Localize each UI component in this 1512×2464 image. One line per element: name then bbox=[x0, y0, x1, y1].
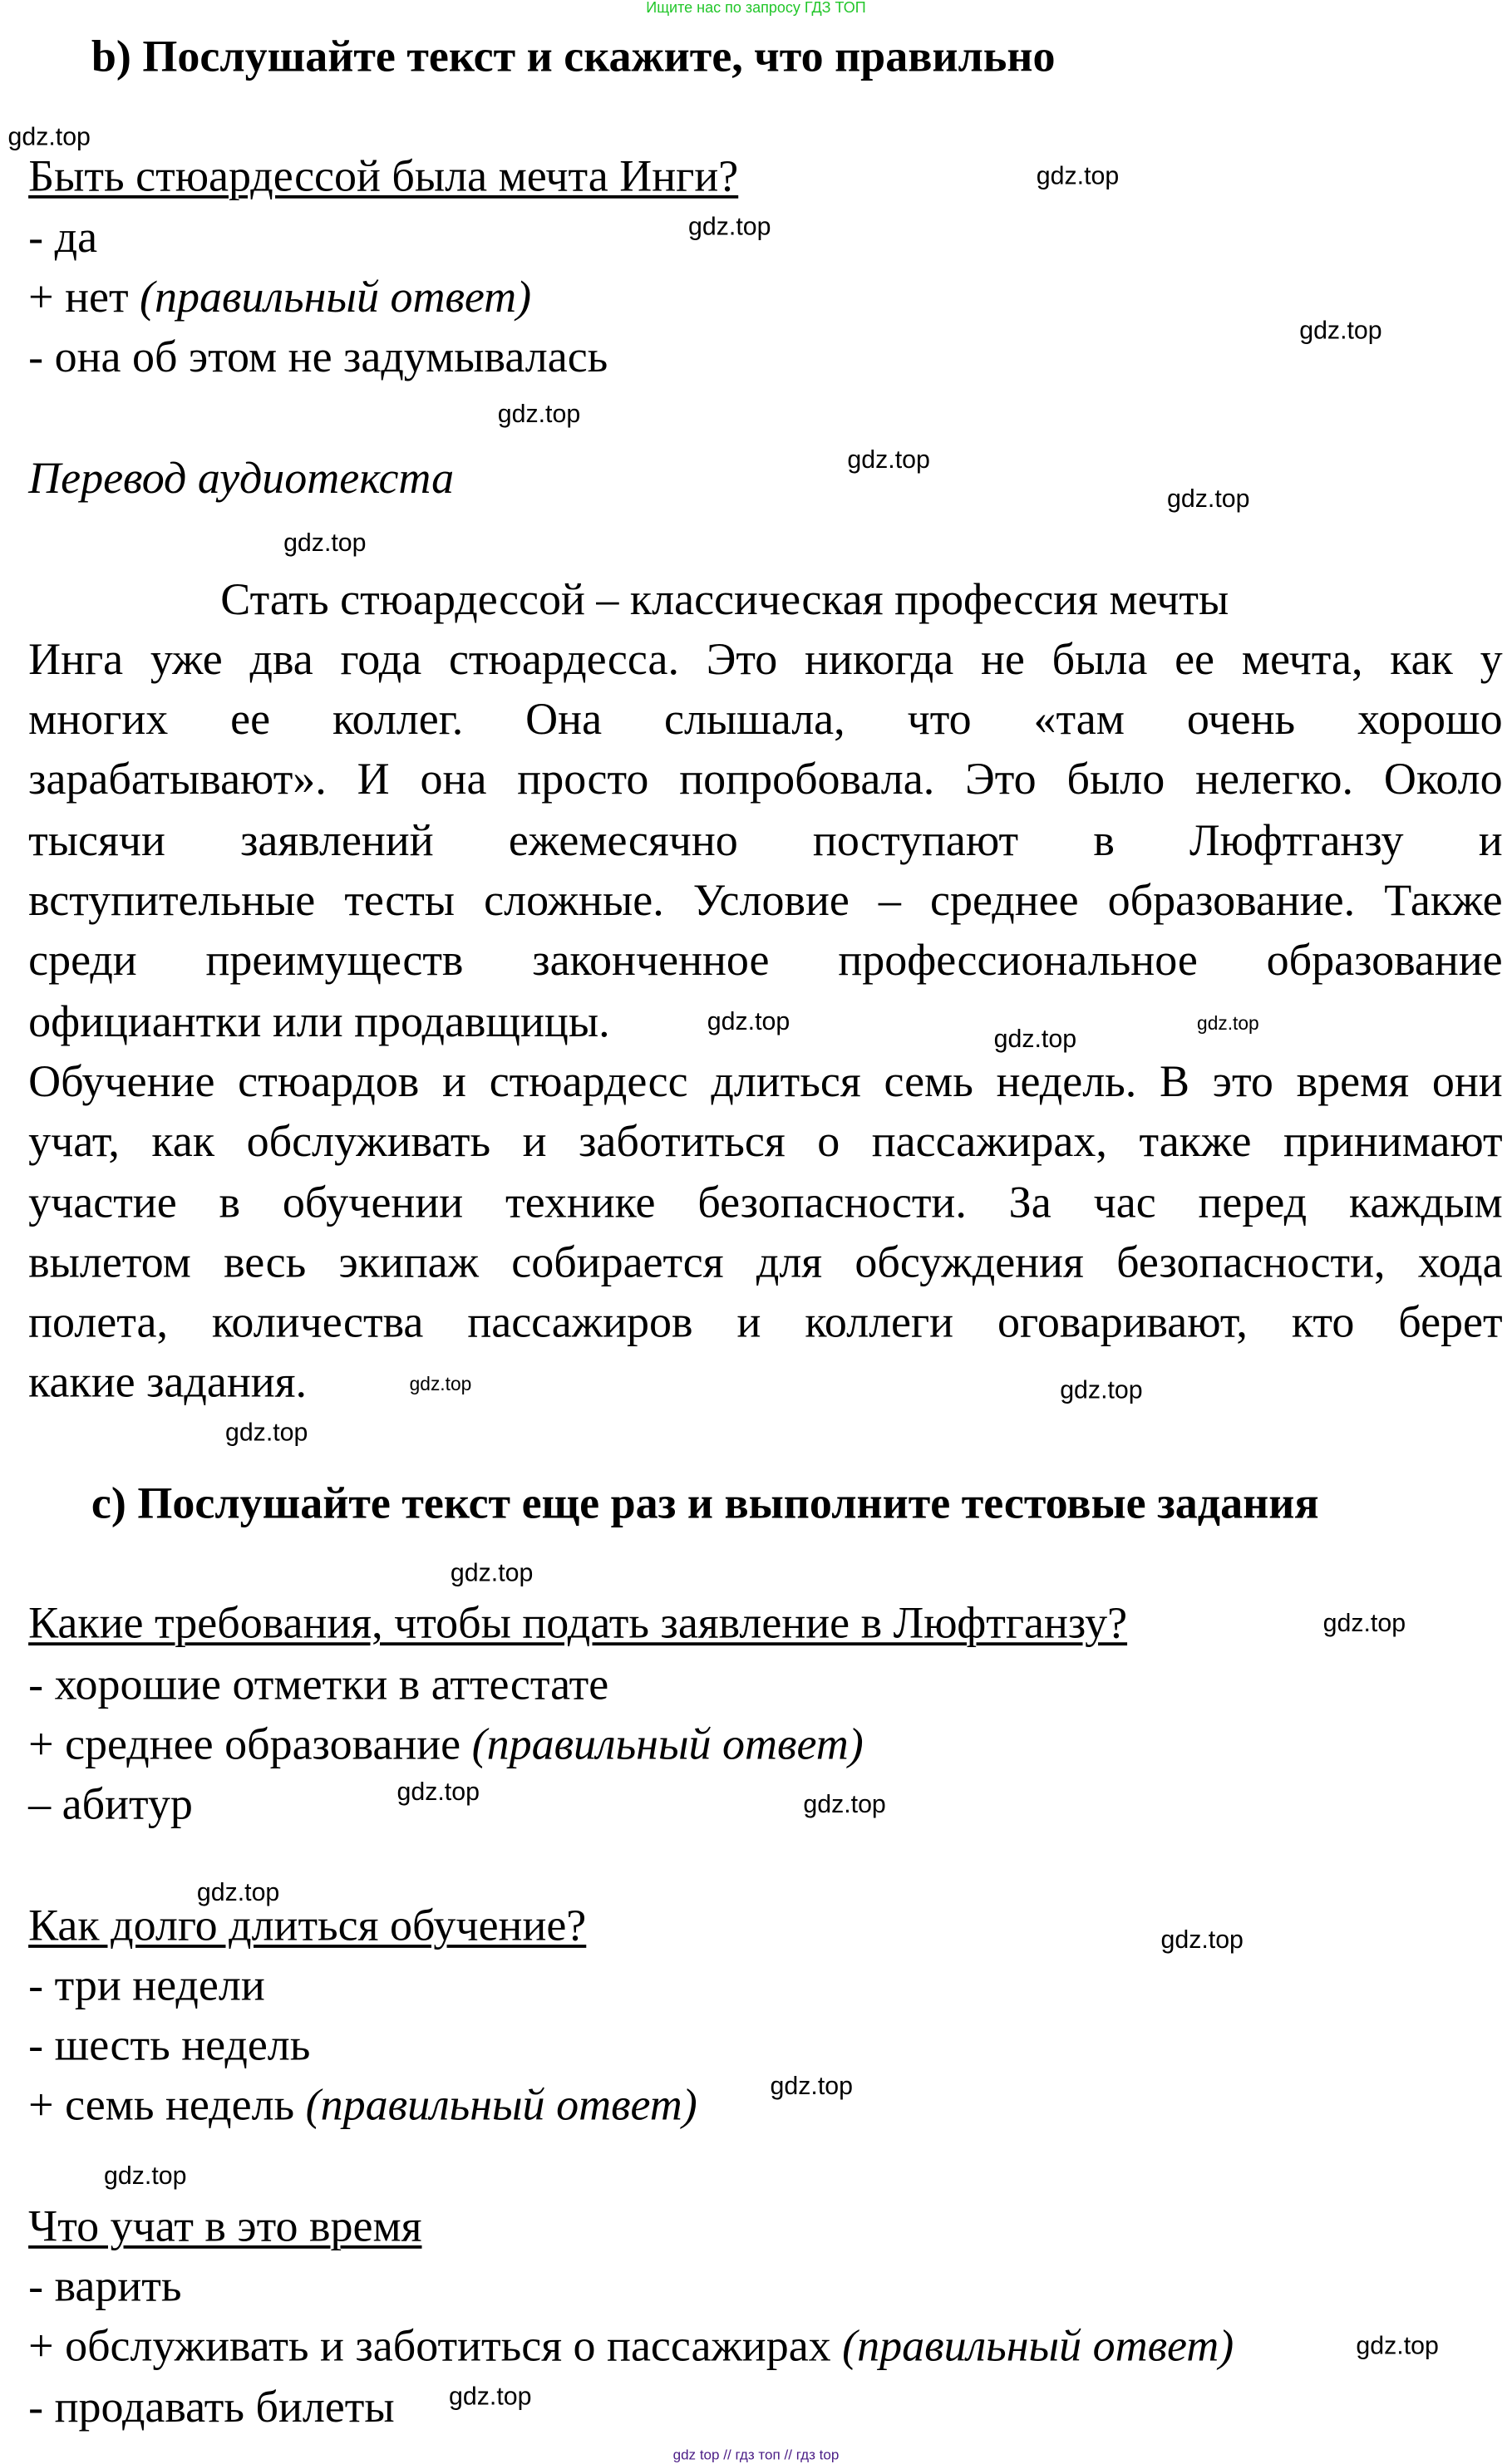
question-text: Что учат в это время bbox=[28, 2202, 422, 2252]
bottom-banner: gdz top // гдз топ // гдз top bbox=[672, 2447, 840, 2463]
paragraph-line bbox=[28, 1237, 1503, 1291]
paragraph-line bbox=[28, 816, 1503, 869]
paragraph-line bbox=[28, 1178, 1503, 1231]
paragraph-line bbox=[28, 936, 1503, 989]
line-text: многих ее коллег. Она слышала, что «там очень хорошо bbox=[28, 696, 1503, 745]
option-text: обслуживать и заботиться о пассажирах bbox=[65, 2322, 843, 2372]
translation-label bbox=[28, 454, 454, 507]
watermark: gdz.top bbox=[1356, 2334, 1439, 2361]
paragraph-line bbox=[28, 996, 610, 1050]
paragraph-line bbox=[28, 755, 1503, 808]
watermark: gdz.top bbox=[196, 1880, 280, 1907]
watermark: gdz.top bbox=[7, 124, 91, 151]
option-mark: + bbox=[28, 2081, 66, 2131]
answer-option bbox=[28, 2321, 1234, 2374]
paragraph-line bbox=[28, 635, 1503, 688]
line-text: какие задания. bbox=[28, 1359, 307, 1408]
option-mark: + bbox=[28, 273, 66, 323]
option-text: она об этом не задумывалась bbox=[54, 333, 608, 383]
watermark: gdz.top bbox=[1322, 1611, 1406, 1638]
paragraph-line bbox=[28, 876, 1503, 929]
answer-option bbox=[28, 2080, 697, 2133]
answer-option bbox=[28, 2261, 181, 2314]
option-mark: - bbox=[28, 333, 55, 383]
watermark: gdz.top bbox=[497, 401, 581, 429]
title-text: Стать стюардессой – классическая профессия мечты bbox=[220, 576, 1229, 626]
option-text: да bbox=[54, 214, 98, 263]
paragraph-line bbox=[28, 1357, 307, 1410]
option-text: нет bbox=[65, 273, 140, 323]
watermark: gdz.top bbox=[803, 1792, 886, 1819]
option-mark: + bbox=[28, 1721, 66, 1770]
watermark: gdz.top bbox=[104, 2163, 187, 2191]
watermark: gdz.top bbox=[993, 1026, 1077, 1054]
answer-option bbox=[28, 213, 97, 266]
top-banner[interactable]: Ищите нас по запросу ГДЗ ТОП bbox=[646, 0, 866, 17]
line-text: официантки или продавщицы. bbox=[28, 998, 610, 1048]
option-mark: - bbox=[28, 1961, 55, 2011]
line-text: вылетом весь экипаж собирается для обсуждения безопасности, хода bbox=[28, 1239, 1503, 1288]
answer-option bbox=[28, 332, 608, 386]
correct-answer-note: (правильный ответ) bbox=[305, 2081, 697, 2131]
paragraph-line bbox=[28, 1297, 1503, 1350]
paragraph-line bbox=[28, 1116, 1503, 1169]
option-text: среднее образование bbox=[65, 1721, 472, 1770]
answer-option bbox=[28, 2020, 310, 2073]
question bbox=[28, 1598, 1127, 1651]
watermark: gdz.top bbox=[450, 1560, 534, 1587]
watermark: gdz.top bbox=[1299, 317, 1382, 345]
section-heading bbox=[91, 32, 1056, 85]
option-mark: – bbox=[28, 1781, 62, 1830]
answer-option bbox=[28, 1960, 265, 2014]
correct-answer-note: (правильный ответ) bbox=[842, 2322, 1234, 2372]
question-text: Быть стюардессой была мечта Инги? bbox=[28, 152, 739, 202]
paragraph-line bbox=[28, 1056, 1503, 1109]
line-text: среди преимуществ законченное профессиональное образование bbox=[28, 937, 1503, 986]
option-text: три недели bbox=[54, 1961, 265, 2011]
answer-option bbox=[28, 1660, 608, 1713]
watermark: gdz.top bbox=[409, 1373, 472, 1395]
heading-text: c) Послушайте текст еще раз и выполните тестовые задания bbox=[91, 1480, 1319, 1529]
question bbox=[28, 151, 738, 204]
watermark: gdz.top bbox=[1160, 1927, 1244, 1955]
option-text: хорошие отметки в аттестате bbox=[54, 1661, 609, 1710]
question bbox=[28, 2201, 421, 2255]
watermark: gdz.top bbox=[1167, 486, 1250, 514]
line-text: Инга уже два года стюардесса. Это никогда не была ее мечта, как у bbox=[28, 636, 1503, 686]
question bbox=[28, 1901, 586, 1954]
text-title bbox=[220, 575, 1229, 628]
option-mark: - bbox=[28, 2021, 55, 2071]
line-text: участие в обучении технике безопасности. За час перед каждым bbox=[28, 1179, 1503, 1228]
watermark: gdz.top bbox=[707, 1009, 790, 1036]
watermark: gdz.top bbox=[396, 1779, 480, 1807]
answer-option bbox=[28, 1779, 193, 1832]
option-mark: - bbox=[28, 1661, 55, 1710]
answer-option bbox=[28, 2383, 395, 2436]
option-mark: - bbox=[28, 2383, 55, 2433]
watermark: gdz.top bbox=[770, 2073, 854, 2101]
watermark: gdz.top bbox=[283, 530, 367, 558]
line-text: учат, как обслуживать и заботиться о пассажирах, также принимают bbox=[28, 1118, 1503, 1168]
question-text: Какие требования, чтобы подать заявление в Люфтганзу? bbox=[28, 1600, 1128, 1649]
watermark: gdz.top bbox=[449, 2383, 532, 2411]
label-text: Перевод аудиотекста bbox=[28, 455, 455, 504]
option-text: варить bbox=[54, 2262, 182, 2312]
watermark: gdz.top bbox=[1197, 1012, 1259, 1035]
option-mark: + bbox=[28, 2322, 66, 2372]
watermark: gdz.top bbox=[1036, 164, 1120, 191]
correct-answer-note: (правильный ответ) bbox=[471, 1721, 864, 1770]
line-text: тысячи заявлений ежемесячно поступают в Люфтганзу и bbox=[28, 817, 1503, 867]
option-text: шесть недель bbox=[54, 2021, 311, 2071]
question-text: Как долго длиться обучение? bbox=[28, 1901, 587, 1951]
watermark: gdz.top bbox=[847, 447, 930, 475]
line-text: вступительные тесты сложные. Условие – среднее образование. Также bbox=[28, 877, 1503, 927]
answer-option bbox=[28, 273, 531, 326]
heading-text: b) Послушайте текст и скажите, что правильно bbox=[91, 32, 1056, 82]
option-text: семь недель bbox=[65, 2081, 306, 2131]
watermark: gdz.top bbox=[224, 1420, 308, 1448]
line-text: Обучение стюардов и стюардесс длиться семь недель. В это время они bbox=[28, 1058, 1503, 1108]
option-text: продавать билеты bbox=[54, 2383, 395, 2433]
correct-answer-note: (правильный ответ) bbox=[140, 273, 532, 323]
answer-option bbox=[28, 1719, 864, 1773]
watermark: gdz.top bbox=[1060, 1377, 1143, 1405]
paragraph-line bbox=[28, 695, 1503, 748]
line-text: полета, количества пассажиров и коллеги оговаривают, кто берет bbox=[28, 1299, 1503, 1348]
option-mark: - bbox=[28, 2262, 55, 2312]
line-text: зарабатывают». И она просто попробовала. Это было нелегко. Около bbox=[28, 755, 1503, 805]
option-text: абитур bbox=[62, 1781, 193, 1830]
section-heading bbox=[91, 1478, 1319, 1532]
watermark: gdz.top bbox=[688, 214, 771, 241]
option-mark: - bbox=[28, 214, 55, 263]
